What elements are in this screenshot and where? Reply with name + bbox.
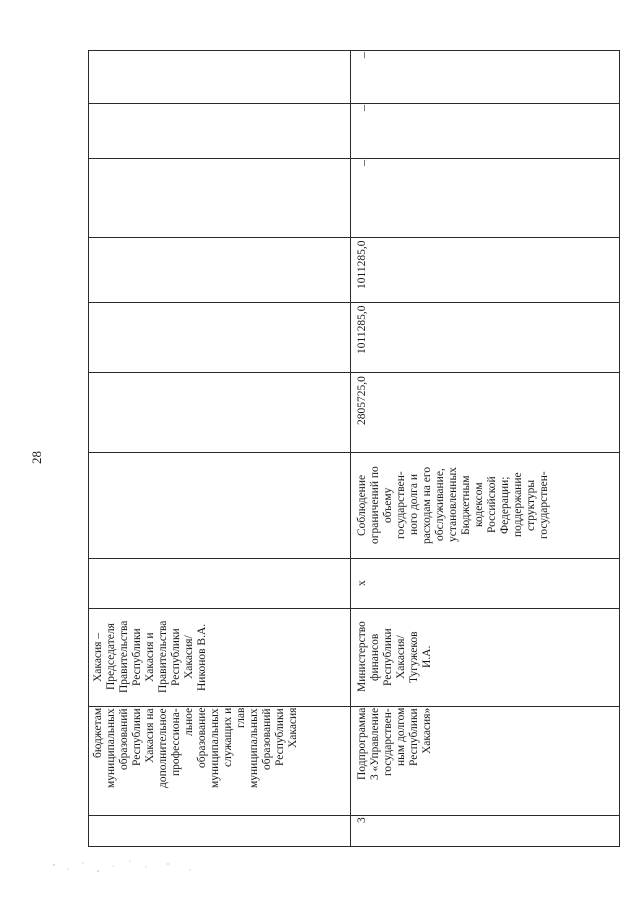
- row-2-executor-cell: Министерство финансов Республики Хакасия/ Тугужеков И.А.: [356, 621, 433, 693]
- row-1-year5-cell: [92, 52, 122, 101]
- row-1-num-cell: [90, 816, 116, 845]
- row-1-mark-cell: [92, 560, 122, 606]
- row-2-year4-cell: –: [356, 105, 370, 111]
- row-1-year3-cell: [92, 160, 122, 235]
- row-1-total-cell: [92, 374, 122, 450]
- row-2-year5-cell: –: [356, 52, 370, 58]
- row-1-indicator-cell: [92, 454, 122, 556]
- row-2-year2-cell: 1011285,0: [356, 241, 368, 290]
- row-1-executor-cell: Хакасия – Председателя Правительства Республики Хакасия и Правительства Республики Хакасия/ Никонов В.А.: [92, 620, 208, 694]
- row-1-year4-cell: [92, 105, 122, 156]
- row-2-indicator-cell: Соблюдение ограничений по объему государствен- ного долга и расходам на его обслуживание, установленных Бюджетным кодексом Российской Федерации; поддержание структуры государствен-: [356, 466, 550, 544]
- row-2-total-cell: 2805725,0: [356, 376, 368, 425]
- row-2-year3-cell: –: [356, 160, 370, 166]
- row-2-mark-cell: x: [356, 580, 368, 586]
- row-1-year2-cell: [92, 239, 122, 300]
- row-1-name-cell: бюджетам муниципальных образований Республики Хакасия на дополнительное профессиона- льное образование муниципальных служащих и глав муниципальных образований Республики Хакасия: [92, 708, 299, 788]
- page-number: 28: [29, 451, 44, 464]
- scan-noise: [50, 855, 210, 885]
- row-2-year1-cell: 1011285,0: [356, 306, 368, 355]
- row-2-name-cell: Подпрограмма 3 «Управление государствен- ным долгом Республики Хакасия»: [356, 708, 433, 781]
- row-1-year1-cell: [92, 304, 122, 370]
- row-2-num-cell: 3: [356, 817, 368, 823]
